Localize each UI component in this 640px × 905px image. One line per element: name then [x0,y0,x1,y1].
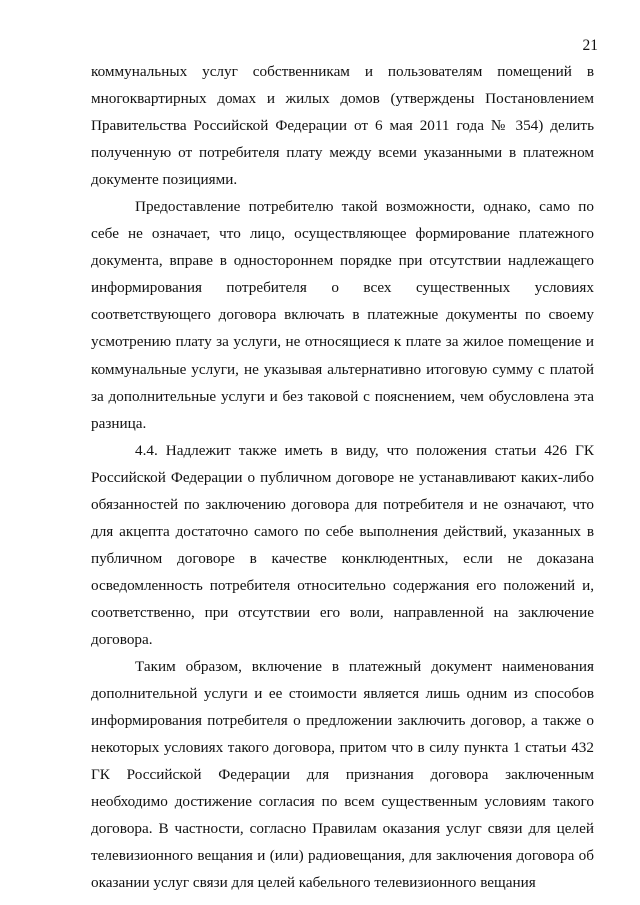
paragraph-1: коммунальных услуг собственникам и пользователям помещений в многоквартирных домах и жилых домов (утверждены Постановлением Правительства Российской Федерации от 6 мая 2011 года № 354) делить полученную от потребителя плату между всеми указанными в платежном документе позициями. [91,63,594,189]
document-body [91,58,594,896]
paragraph-2: Предоставление потребителю такой возможности, однако, само по себе не означает, что лицо, осуществляющее формирование платежного документа, вправе в одностороннем порядке при отсутствии надлежащего информирования потребителя о всех существенных условиях соответствующего договора включать в платежные документы по своему усмотрению плату за услуги, не относящиеся к плате за жилое помещение и коммунальные услуги, не указывая альтернативно итоговую сумму с платой за дополнительные услуги и без таковой с пояснением, чем обусловлена эта разница. [91,198,594,432]
paragraph-3: 4.4. Надлежит также иметь в виду, что положения статьи 426 ГК Российской Федерации о публичном договоре не устанавливают каких-либо обязанностей по заключению договора для потребителя и не означают, что для акцепта достаточно самого по себе выполнения действий, указанных в публичном договоре в качестве конклюдентных, если не доказана осведомленность потребителя относительно содержания его положений и, соответственно, при отсутствии его воли, направленной на заключение договора. [91,441,594,648]
page-number: 21 [582,37,598,54]
paragraph-4: Таким образом, включение в платежный документ наименования дополнительной услуги и ее стоимости является лишь одним из способов информирования потребителя о предложении заключить договор, а также о некоторых условиях такого договора, притом что в силу пункта 1 статьи 432 ГК Российской Федерации для признания договора заключенным необходимо достижение согласия по всем существенным условиям такого договора. В частности, согласно Правилам оказания услуг связи для целей телевизионного вещания и (или) радиовещания, для заключения договора об оказании услуг связи для целей кабельного телевизионного вещания [91,658,594,892]
